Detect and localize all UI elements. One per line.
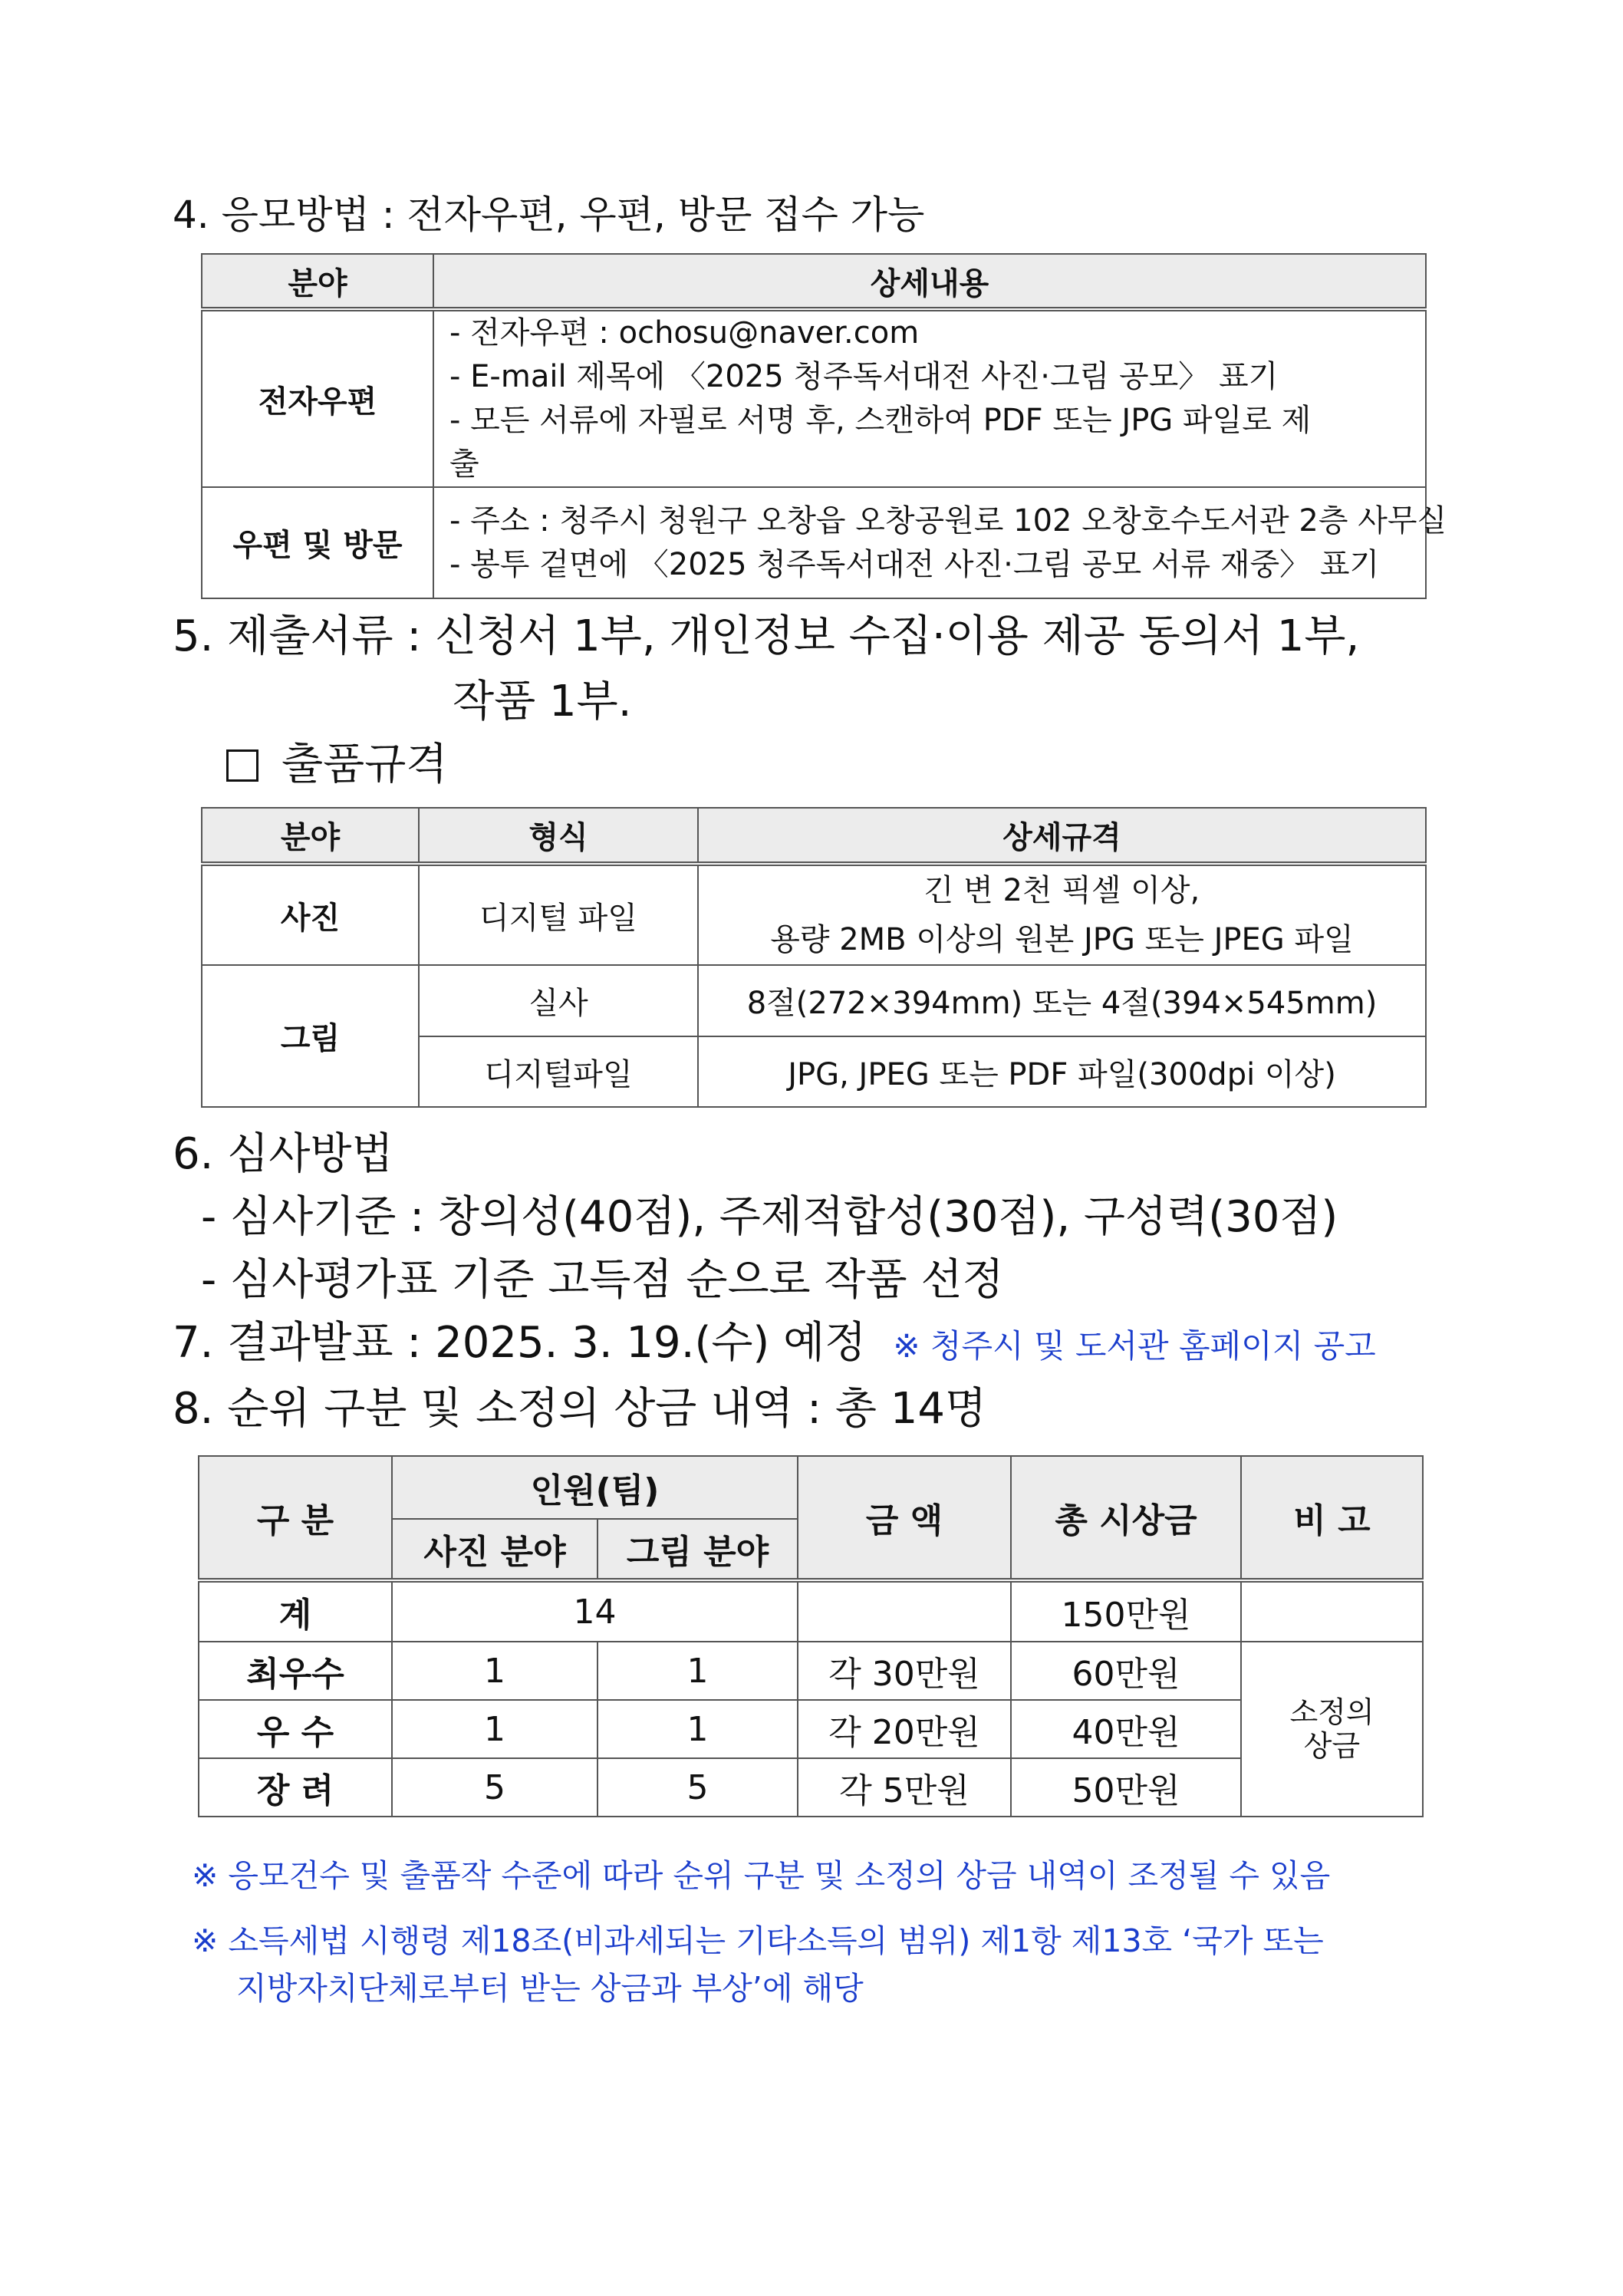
prize-col-drawing: 그림 분야 [598,1519,798,1580]
email-line-4: 출 [449,446,479,482]
prize-row-total: 50만원 [1011,1758,1241,1817]
submission-spec-table [201,807,1427,1108]
section6-item-2: - 심사평가표 기준 고득점 순으로 작품 선정 [201,1255,1004,1305]
prize-remark-cell [1241,1642,1423,1817]
email-line-1: - 전자우편 : ochosu@naver.com [449,315,920,351]
prize-row-total: 60만원 [1011,1642,1241,1700]
email-details [433,309,1426,487]
section7-note: ※ 청주시 및 도서관 홈페이지 공고 [893,1327,1376,1365]
email-line-3: - 모든 서류에 자필로 서명 후, 스캔하여 PDF 또는 JPG 파일로 제 [449,403,1312,438]
section5-heading-line2: 작품 1부. [453,677,632,726]
prize-row-photo: 5 [392,1758,598,1817]
section6-heading: 6. 심사방법 [173,1129,393,1179]
section6-item-1: - 심사기준 : 창의성(40점), 주제적합성(30점), 구성력(30점) [201,1192,1338,1242]
spec-drawing-details-1: 8절(272×394mm) 또는 4절(394×545mm) [698,965,1426,1036]
prize-row-label: 장 려 [199,1758,392,1817]
post-line-2: - 봉투 겉면에 〈2025 청주독서대전 사진·그림 공모 서류 재중〉 표기 [449,546,1380,582]
footnote-2-line2: 지방자치단체로부터 받는 상금과 부상’에 해당 [236,1970,864,2007]
prize-row-amount: 각 30만원 [798,1642,1011,1700]
col-header-details: 상세내용 [433,254,1426,309]
prize-row-total: 40만원 [1011,1700,1241,1758]
spec-col-field: 분야 [202,808,419,864]
section7-heading: 7. 결과발표 : 2025. 3. 19.(수) 예정 [173,1318,867,1368]
spec-row-drawing-label: 그림 [202,965,419,1107]
section5-heading-line1: 5. 제출서류 : 신청서 1부, 개인정보 수집·이용 제공 동의서 1부, [173,611,1360,661]
prize-col-photo: 사진 분야 [392,1519,598,1580]
prize-row-drawing: 5 [598,1758,798,1817]
post-line-1: - 주소 : 청주시 청원구 오창읍 오창공원로 102 오창호수도서관 2층 사무실 [449,502,1447,539]
section7-line [173,1316,1376,1370]
prize-row-photo: 1 [392,1642,598,1700]
prize-row-drawing: 1 [598,1642,798,1700]
prize-col-people: 인원(팀) [392,1456,798,1519]
section8-heading: 8. 순위 구분 및 소정의 상금 내역 : 총 14명 [173,1384,987,1434]
prize-col-total: 총 시상금 [1011,1456,1241,1580]
spec-drawing-format-1: 실사 [419,965,698,1036]
row-label-post-visit: 우편 및 방문 [202,487,433,598]
prize-row-drawing: 1 [598,1700,798,1758]
prize-col-remark: 비 고 [1241,1456,1423,1580]
footnote-2-line1: ※ 소득세법 시행령 제18조(비과세되는 기타소득의 범위) 제1항 제13호 ‘국가 또는 [192,1922,1324,1959]
post-visit-details [433,487,1447,598]
prize-row-amount: 각 20만원 [798,1700,1011,1758]
prize-row-photo: 1 [392,1700,598,1758]
prize-sum-remark [1241,1580,1423,1642]
spec-row-photo-label: 사진 [202,864,419,965]
prize-row-label: 우 수 [199,1700,392,1758]
col-header-field: 분야 [202,254,433,309]
spec-drawing-details-2: JPG, JPEG 또는 PDF 파일(300dpi 이상) [698,1036,1426,1107]
spec-photo-format: 디지털 파일 [419,864,698,965]
email-line-2: - E-mail 제목에 〈2025 청주독서대전 사진·그림 공모〉 표기 [449,359,1279,394]
checkbox-bullet-icon [226,749,258,782]
spec-col-details: 상세규격 [698,808,1426,864]
prize-sum-amount [798,1580,1011,1642]
section4-heading: 4. 응모방법 : 전자우편, 우편, 방문 접수 가능 [173,193,925,237]
prize-row-amount: 각 5만원 [798,1758,1011,1817]
prize-sum-people: 14 [392,1580,798,1642]
prize-remark-line2: 상금 [1303,1729,1361,1763]
spec-drawing-format-2: 디지털파일 [419,1036,698,1107]
submission-spec-title: 출품규격 [281,740,448,789]
prize-sum-label: 계 [199,1580,392,1642]
application-method-table [201,253,1447,599]
prize-table [198,1455,1424,1817]
row-label-email: 전자우편 [202,309,433,487]
prize-row-label: 최우수 [199,1642,392,1700]
spec-col-format: 형식 [419,808,698,864]
spec-photo-line1: 긴 변 2천 픽셀 이상, [923,873,1200,908]
footnote-1: ※ 응모건수 및 출품작 수준에 따라 순위 구분 및 소정의 상금 내역이 조정될 수 있음 [192,1857,1331,1894]
spec-photo-line2: 용량 2MB 이상의 원본 JPG 또는 JPEG 파일 [770,922,1354,957]
prize-remark-line1: 소정의 [1289,1695,1374,1729]
prize-col-category: 구 분 [199,1456,392,1580]
spec-photo-details [698,864,1426,965]
submission-spec-heading [226,738,447,792]
prize-sum-total: 150만원 [1011,1580,1241,1642]
prize-col-amount: 금 액 [798,1456,1011,1580]
